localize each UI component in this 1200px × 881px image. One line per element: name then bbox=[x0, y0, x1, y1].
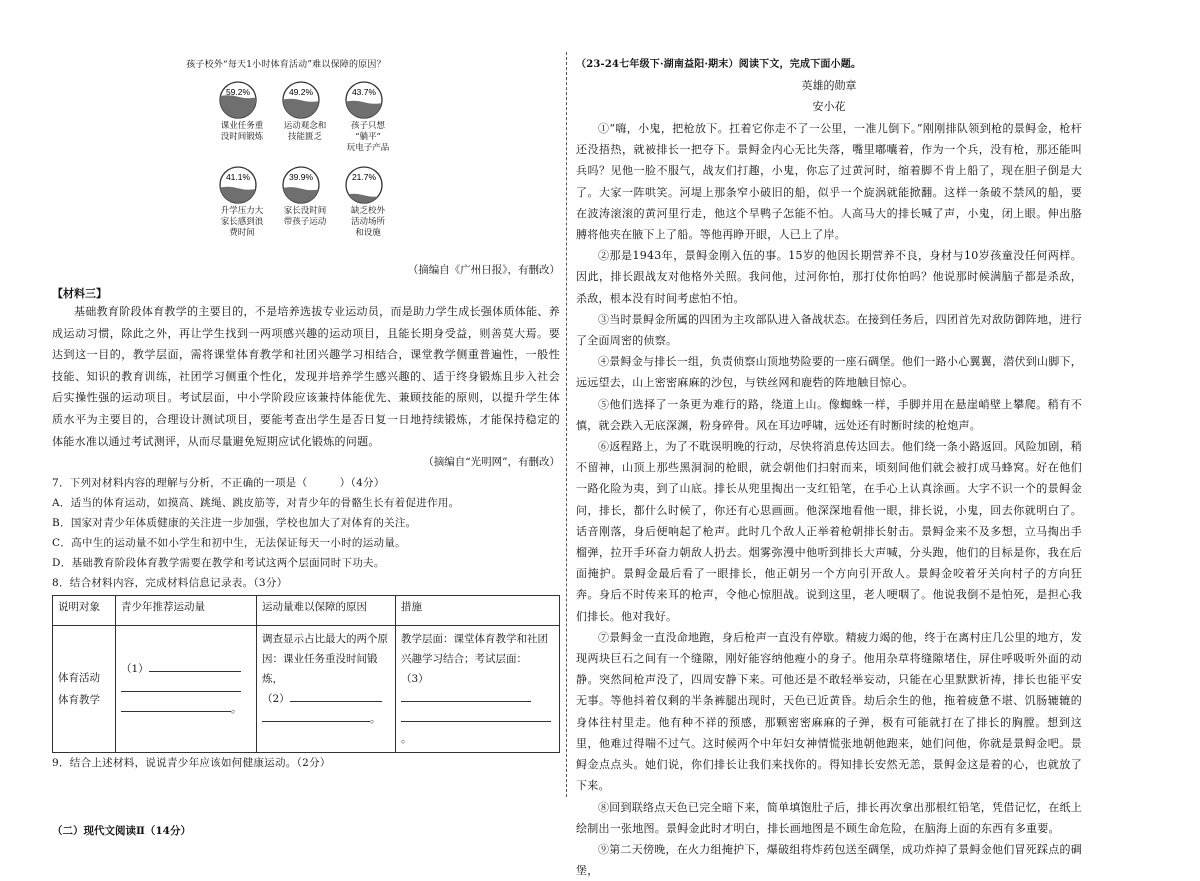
section-heading: （二）现代文阅读Ⅱ（14分） bbox=[52, 825, 191, 838]
answer-blank-3b[interactable] bbox=[401, 721, 551, 722]
answer-cell-1: （1） 。 bbox=[116, 626, 257, 753]
circle-label: 升学压力大 家长感到浪 费时间 bbox=[220, 206, 264, 238]
article-paragraph: ⑨第二天傍晚，在火力组掩护下，爆破组将炸药包送至碉堡，成功炸掉了景鲟金他们冒死踩点的碉堡， bbox=[576, 842, 1082, 878]
percent-circle bbox=[217, 80, 267, 143]
answer-blank-2b[interactable] bbox=[262, 721, 370, 722]
article-author: 安小花 bbox=[812, 100, 846, 113]
chart-title: 孩子校外“每天1小时体育活动”难以保障的原因？ bbox=[186, 60, 386, 70]
article-paragraph: ⑥返程路上，为了不耽误明晚的行动，尽快将消息传达回去。他们绕一条小路返回。风险加剧，稍不留神，山顶上那些黑洞洞的枪眼，就会朝他们扫射而来，顷刻间他们就会被打成马蜂窝。好在他们一路化险为夷，到了山底。排长从兜里掏出一支红铅笔，在手心上认真涂画。大字不识一个的景鲟金问，排长，都什么时候了，你还有心思画画。他深深地看他一眼，排长说，小鬼，回去你就明白了。话音刚落，身后便响起了枪声。此时几个敌人正举着枪朝排长射击。景鲟金来不及多想，立马掏出手榴弹，拉开手环奋力朝敌人扔去。烟雾弥漫中他听到排长大声喊，分头跑，他们的目标是你，我在后面掩护。景鲟金最后看了一眼排长，他正朝另一个方向引开敌人。景鲟金咬着牙关向村子的方向狂奔。身后不时传来耳的枪声，令他心惊胆战。说到这里，老人哽咽了。他说我倒不是怕死，是担心我们排长。他对我好。 bbox=[576, 440, 1082, 623]
percent-value: 21.7% bbox=[351, 172, 377, 182]
answer-cell-2: 调查显示占比最大的两个原因：课业任务重没时间锻炼， （2） 。 bbox=[257, 626, 396, 753]
answer-blank-1c[interactable] bbox=[121, 711, 231, 712]
article-paragraph: ①“嗨，小鬼，把枪放下。扛着它你走不了一公里，一准儿倒下。”刚刚排队领到枪的景鲟金，枪杆还没捂热，就被排长一把夺下。景鲟金内心无比失落，嘴里嘟囔着，作为一个兵，没有枪，那还能叫兵吗？见他一脸不服气，战友们打趣，小鬼，你忘了过黄河时，缩着脚不肯上船了，现在胆子倒是大了。大家一阵哄笑。河堤上那条窄小破旧的船，似乎一个旋涡就能掀翻。这样一条破不禁风的船，要在波涛滚滚的黄河里行走，他这个旱鸭子怎能不怕。人高马大的排长喊了声，小鬼，闭上眼。伸出胳膊将他夹在腋下上了船。等他再睁开眼，人已上了岸。 bbox=[576, 122, 1082, 242]
left-column bbox=[52, 55, 560, 838]
answer-blank-1[interactable] bbox=[149, 671, 241, 672]
option-b: B．国家对青少年体质健康的关注进一步加强，学校也加大了对体育的关注。 bbox=[52, 517, 417, 530]
answer-cell-3: 教学层面：课堂体育教学和社团兴趣学习结合；考试层面： （3） 。 bbox=[396, 626, 560, 753]
circle-label: 缺乏校外 活动场所 和设施 bbox=[350, 206, 385, 238]
percent-value: 43.7% bbox=[351, 87, 377, 97]
reading-instruction: （23-24七年级下·湖南益阳·期末）阅读下文，完成下面小题。 bbox=[576, 59, 862, 70]
table-header: 措施 bbox=[396, 596, 560, 626]
article-paragraph: ②那是1943年，景鲟金刚入伍的事。15岁的他因长期营养不良，身材与10岁孩童没任何两样。因此，排长跟战友对他格外关照。我问他，过河你怕，那打仗你怕吗？他说那时候满脑子都是杀敌，杀敌，根本没有时间考虑怕不怕。 bbox=[576, 249, 1082, 305]
source-note-1: （摘编自《广州日报》，有删改） bbox=[407, 264, 560, 276]
percent-value: 49.2% bbox=[288, 87, 314, 97]
question-8: 8．结合材料内容，完成材料信息记录表。（3分） bbox=[52, 577, 288, 590]
fill-level bbox=[280, 99, 322, 121]
table-header: 运动量难以保障的原因 bbox=[257, 596, 396, 626]
percent-value: 59.2% bbox=[225, 87, 251, 97]
material3-text: 基础教育阶段体育教学的主要目的，不是培养选拔专业运动员，而是助力学生成长强体质体能、养成运动习惯，除此之外，再让学生找到一两项感兴趣的运动项目，且能长期身受益，则善莫大焉。要达到这一目的，教学层面，需将课堂体育教学和社团兴趣学习相结合，课堂教学侧重普遍性，一般性技能、知识的教育训练，社团学习侧重个性化，发现并培养学生感兴趣的、适于终身锻炼且步入社会后实操性强的运动项目。考试层面，中小学阶段应该兼持体能优先、兼顾技能的原则，以提升学生体质水平为主要目的，合理设计测试项目，要能考查出学生是否日复一日地持续锻炼，才能保持稳定的体能水准以通过考试测评，从而尽量避免短期应试化锻炼的问题。 bbox=[52, 305, 560, 448]
article-paragraph: ③当时景鲟金所属的四团为主攻部队进入备战状态。在接到任务后，四团首先对敌防御阵地，进行了全面周密的侦察。 bbox=[576, 312, 1082, 348]
article-title: 英雄的勋章 bbox=[801, 79, 857, 92]
percent-value: 41.1% bbox=[225, 172, 251, 182]
table-row-head: 体育活动 体育教学 bbox=[53, 626, 116, 753]
circle-label: 运动观念和 技能匮乏 bbox=[283, 121, 327, 142]
article-paragraph: ⑦景鲟金一直没命地跑，身后枪声一直没有停歇。精疲力竭的他，终于在离村庄几公里的地方，发现两块巨石之间有一个缝隙，刚好能容纳他瘦小的身子。他用杂草将缝隙堵住，屏住呼吸听外面的动静。突然间枪声没了，四周安静下来。可他还是不敢轻举妄动，只能在心里默默祈祷，排长也能平安无事。等他抖着仅剩的半条裤腿出现时，天色已近黄昏。劫后余生的他，拖着疲惫不堪、饥肠辘辘的身体往村里走。他有种不祥的预感，那颗密密麻麻的子弹，极有可能就打在了排长的胸膛。想到这里，他难过得喘不过气。这时候两个中年妇女神情慌张地朝他跑来，她们问他，你就是景鲟金吧。景鲟金点点头。她们说，你们排长让我们来找你的。得知排长安然无恙，景鲟金这是着的心，也就放了下来。 bbox=[576, 630, 1082, 793]
option-c: C．高中生的运动量不如小学生和初中生，无法保证每天一小时的运动量。 bbox=[52, 537, 406, 550]
answer-blank-1b[interactable] bbox=[121, 691, 241, 692]
article-paragraph: ⑧回到联络点天色已完全暗下来，简单填饱肚子后，排长再次拿出那根红铅笔，凭借记忆，在纸上绘制出一张地图。景鲟金此时才明白，排长画地图是不顾生命危险，在脑海上面的东西有多重要。 bbox=[576, 800, 1082, 835]
source-note-2: （摘编自“光明网”，有删改） bbox=[423, 456, 560, 469]
article-paragraph: ⑤他们选择了一条更为难行的路，绕道上山。像蜘蛛一样，手脚并用在悬崖峭壁上攀爬。稍有不慎，就会跌入无底深渊，粉身碎骨。风在耳边呼啸，远处还有时断时续的枪炮声。 bbox=[576, 397, 1082, 432]
table-header: 青少年推荐运动量 bbox=[116, 596, 257, 626]
question-7: 7．下列对材料内容的理解与分析，不正确的一项是（ ）（4分） bbox=[52, 477, 385, 490]
circle-label: 课业任务重 没时间锻炼 bbox=[220, 121, 264, 142]
answer-blank-2[interactable] bbox=[290, 701, 382, 702]
column-divider bbox=[566, 52, 567, 797]
percent-circle bbox=[343, 80, 393, 154]
fill-level bbox=[217, 95, 259, 121]
percent-value: 39.9% bbox=[288, 172, 314, 182]
percent-circle bbox=[217, 165, 267, 239]
article-paragraph: ④景鲟金与排长一组，负责侦察山顶地势险要的一座石碉堡。他们一路小心翼翼，潜伏到山脚下，远远望去，山上密密麻麻的沙包，与铁丝网和鹿砦的阵地触目惊心。 bbox=[576, 355, 1082, 390]
circle-chart bbox=[217, 80, 467, 260]
right-column bbox=[576, 55, 1082, 881]
article-body bbox=[576, 118, 1082, 881]
material3-heading: 【材料三】 bbox=[52, 287, 107, 300]
circle-label: 家长没时间 带孩子运动 bbox=[283, 206, 327, 227]
percent-circle bbox=[280, 80, 330, 143]
info-table bbox=[52, 595, 560, 753]
percent-circle bbox=[280, 165, 330, 228]
circle-label: 孩子只想 “躺平” 玩电子产品 bbox=[346, 121, 390, 153]
answer-blank-3[interactable] bbox=[401, 701, 531, 702]
option-a: A．适当的体育运动，如摸高、跳绳、跳皮筋等，对青少年的骨骼生长有着促进作用。 bbox=[52, 497, 460, 510]
option-d: D．基础教育阶段体育教学需要在教学和考试这两个层面同时下功夫。 bbox=[52, 557, 385, 570]
table-header: 说明对象 bbox=[53, 596, 116, 626]
question-9: 9．结合上述材料，说说青少年应该如何健康运动。（2分） bbox=[52, 757, 331, 770]
percent-circle bbox=[343, 165, 393, 239]
